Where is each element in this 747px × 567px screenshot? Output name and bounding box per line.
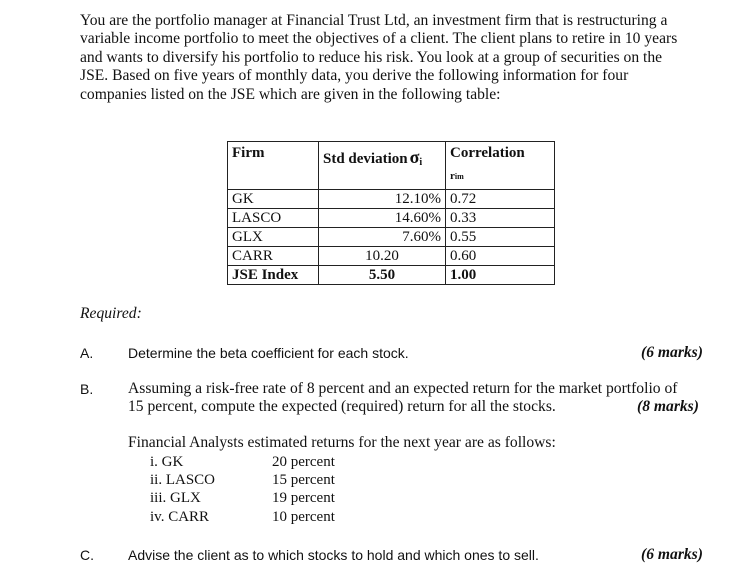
question-c-text: Advise the client as to which stocks to hold and which ones to sell. — [128, 547, 539, 563]
header-corr-label: Correlation — [450, 145, 525, 161]
table-row — [228, 266, 555, 285]
question-c-label: C. — [80, 547, 94, 563]
header-firm: Firm — [228, 142, 319, 190]
question-b-marks: (8 marks) — [637, 398, 699, 415]
table-row — [228, 190, 555, 209]
cell-std: 12.10% — [319, 190, 446, 209]
cell-std: 7.60% — [319, 228, 446, 247]
estimate-value: 19 percent — [272, 490, 335, 507]
cell-std: 10.20 — [319, 247, 446, 266]
question-b-line2: 15 percent, compute the expected (required) return for all the stocks. — [128, 398, 556, 415]
intro-paragraph — [80, 12, 720, 104]
question-a-marks: (6 marks) — [641, 344, 703, 361]
intro-line: JSE. Based on five years of monthly data, you derive the following information for four — [80, 67, 629, 85]
estimate-value: 15 percent — [272, 472, 335, 489]
securities-table — [227, 141, 555, 285]
cell-firm: JSE Index — [228, 266, 319, 285]
intro-line: companies listed on the JSE which are given in the following table: — [80, 85, 501, 103]
cell-firm: LASCO — [228, 209, 319, 228]
intro-line: and wants to diversify his portfolio to reduce his risk. You look at a group of securities on the — [80, 48, 663, 66]
cell-std: 5.50 — [319, 266, 446, 285]
estimates-heading: Financial Analysts estimated returns for the next year are as follows: — [128, 434, 556, 451]
corr-symbol-r: r — [450, 170, 455, 182]
header-std-deviation — [319, 142, 446, 190]
cell-std: 14.60% — [319, 209, 446, 228]
table-row — [228, 228, 555, 247]
estimates-list — [150, 453, 335, 526]
estimate-value: 20 percent — [272, 454, 335, 470]
question-a-text: Determine the beta coefficient for each stock. — [128, 345, 409, 361]
cell-corr: 0.72 — [446, 190, 555, 209]
cell-firm: GLX — [228, 228, 319, 247]
list-item — [150, 471, 335, 489]
table-row — [228, 247, 555, 266]
question-c-marks: (6 marks) — [641, 546, 703, 563]
cell-corr: 1.00 — [446, 266, 555, 285]
list-item — [150, 453, 335, 471]
header-correlation — [446, 142, 555, 190]
cell-firm: CARR — [228, 247, 319, 266]
cell-corr: 0.60 — [446, 247, 555, 266]
sigma-symbol: σ — [409, 147, 420, 167]
question-a-label: A. — [80, 345, 94, 361]
corr-symbol-index: im — [454, 172, 464, 181]
cell-firm: GK — [228, 190, 319, 209]
estimate-value: 10 percent — [272, 508, 335, 525]
required-heading: Required: — [80, 305, 142, 322]
cell-corr: 0.55 — [446, 228, 555, 247]
header-corr-symbol — [450, 168, 550, 185]
list-item — [150, 508, 335, 526]
header-std-label: Std deviation — [323, 151, 408, 167]
table-row — [228, 209, 555, 228]
estimate-stock: iv. CARR — [150, 508, 210, 525]
question-b-label: B. — [80, 381, 94, 397]
sigma-subscript: i — [419, 157, 423, 168]
estimate-stock: iii. GLX — [150, 490, 201, 507]
list-item — [150, 489, 335, 507]
estimate-stock: ii. LASCO — [150, 472, 216, 489]
question-b-line1: Assuming a risk-free rate of 8 percent and an expected return for the market portfolio of — [128, 380, 678, 397]
intro-line: variable income portfolio to meet the objectives of a client. The client plans to retire in 10 years — [80, 30, 678, 48]
cell-corr: 0.33 — [446, 209, 555, 228]
table-header-row — [228, 142, 555, 190]
intro-line: You are the portfolio manager at Financial Trust Ltd, an investment firm that is restructuring a — [80, 12, 668, 29]
estimate-stock: i. GK — [150, 454, 184, 470]
